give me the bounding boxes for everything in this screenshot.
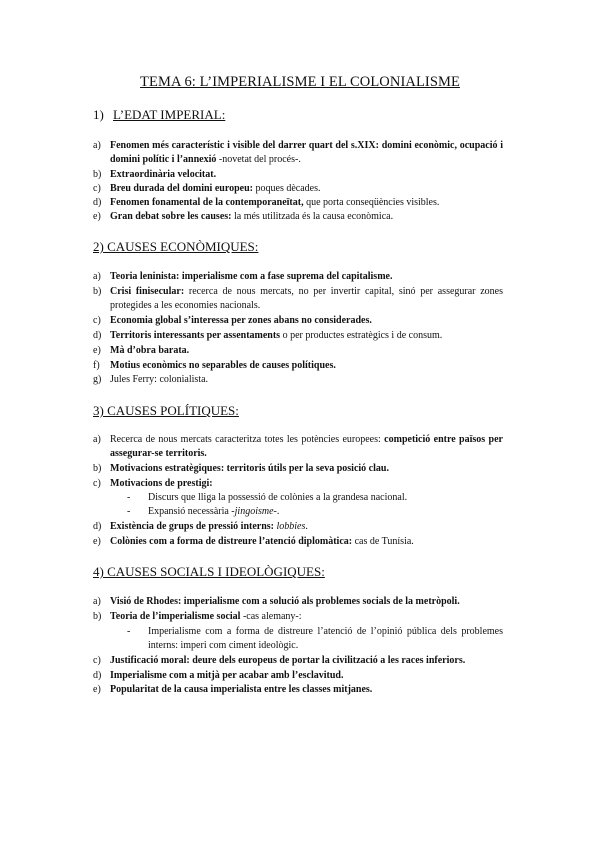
s3-subitem-2: - Expansió necessària -jingoisme-. bbox=[127, 506, 280, 517]
s1-item-b: b) Extraordinària velocitat. bbox=[93, 169, 217, 180]
s4-item-a: a) Visió de Rhodes: imperialisme com a solució als problemes socials de la metròpoli. bbox=[93, 596, 460, 607]
s3-subitem-1: - Discurs que lliga la possessió de colònies a la grandesa nacional. bbox=[127, 492, 408, 503]
s3-item-c: c) Motivacions de prestigi: bbox=[93, 478, 213, 489]
section-1-heading bbox=[93, 107, 225, 123]
s2-item-g: g) Jules Ferry: colonialista. bbox=[93, 374, 209, 385]
s4-item-d: d) Imperialisme com a mitjà per acabar amb l’esclavitud. bbox=[93, 670, 344, 681]
s2-item-b: b) Crisi finisecular: recerca de nous mercats, no per invertir capital, sinó per assegurar zones protegides a les economies nacionals. bbox=[93, 286, 503, 311]
section-3-heading: 3) CAUSES POLÍTIQUES: bbox=[93, 403, 239, 418]
s4-subitem-1: - Imperialisme com a forma de distreure l’atenció de l’opinió pública dels problemes interns: imperi com ciment ideològic. bbox=[127, 626, 503, 651]
s4-item-e: e) Popularitat de la causa imperialista entre les classes mitjanes. bbox=[93, 684, 373, 695]
s3-item-e: e) Colònies com a forma de distreure l’atenció diplomàtica: cas de Tunísia. bbox=[93, 536, 414, 547]
section-1-title: L’EDAT IMPERIAL: bbox=[113, 107, 226, 122]
section-2-heading: 2) CAUSES ECONÒMIQUES: bbox=[93, 239, 259, 254]
document-title: TEMA 6: L’IMPERIALISME I EL COLONIALISME bbox=[140, 74, 460, 90]
s2-item-c: c) Economia global s’interessa per zones abans no considerades. bbox=[93, 315, 372, 326]
s4-item-b: b) Teoria de l’imperialisme social -cas alemany-: bbox=[93, 611, 302, 622]
s2-item-a: a) Teoria leninista: imperialisme com a fase suprema del capitalisme. bbox=[93, 271, 393, 282]
s3-item-a: a) Recerca de nous mercats caracteritza totes les potències europees: competició entre països per assegurar-se territoris. bbox=[93, 434, 503, 459]
section-4-heading: 4) CAUSES SOCIALS I IDEOLÒGIQUES: bbox=[93, 564, 325, 579]
s1-item-d: d) Fenomen fonamental de la contemporaneïtat, que porta conseqüències visibles. bbox=[93, 197, 440, 208]
s2-item-e: e) Mà d’obra barata. bbox=[93, 345, 190, 356]
s2-item-d: d) Territoris interessants per assentaments o per productes estratègics i de consum. bbox=[93, 330, 443, 341]
s3-item-b: b) Motivacions estratègiques: territoris útils per la seva posició clau. bbox=[93, 463, 389, 474]
s1-item-a: a) Fenomen més característic i visible del darrer quart del s.XIX: domini econòmic, ocupació i domini polític i l’annexió -novetat del procés-. bbox=[93, 140, 503, 165]
s2-item-f: f) Motius econòmics no separables de causes polítiques. bbox=[93, 360, 336, 371]
section-1-number: 1) bbox=[93, 107, 104, 122]
s4-item-c: c) Justificació moral: deure dels europeus de portar la civilització a les races inferiors. bbox=[93, 655, 466, 666]
s3-item-d: d) Existència de grups de pressió interns: lobbies. bbox=[93, 521, 308, 532]
s1-item-c: c) Breu durada del domini europeu: poques dècades. bbox=[93, 183, 321, 194]
s1-item-e: e) Gran debat sobre les causes: la més utilitzada és la causa econòmica. bbox=[93, 211, 394, 222]
